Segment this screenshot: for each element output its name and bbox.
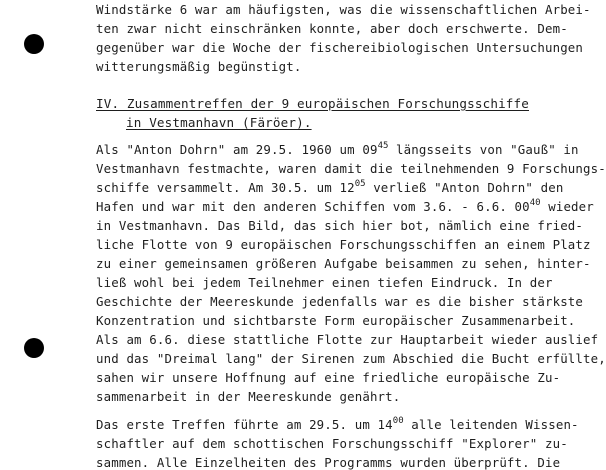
intro-line-4: witterungsmäßig begünstigt.	[96, 59, 302, 74]
p2-line-1	[96, 418, 579, 434]
p2-line-2: schaftler auf dem schottischen Forschungsschiff "Explorer" zu-	[96, 436, 568, 451]
p1-line-3-a: schiffe versammelt. Am 30.5. um 12	[96, 180, 355, 195]
p1-line-1-b: längsseits von "Gauß" in	[388, 142, 579, 157]
p1-line-3-sup: 05	[354, 179, 366, 189]
p1-line-1	[96, 143, 579, 159]
p2-line-3: sammen. Alle Einzelheiten des Programms wurden überprüft. Die	[96, 455, 561, 470]
p1-line-9: Geschichte der Meereskunde jedenfalls war es die bisher stärkste	[96, 294, 584, 309]
p1-line-3	[96, 181, 563, 197]
p1-line-14: sammenarbeit in der Meereskunde genährt.	[96, 389, 401, 404]
p1-line-4-a: Hafen und war mit den anderen Schiffen vom 3.6. - 6.6. 00	[96, 199, 530, 214]
p1-line-5: in Vestmanhavn. Das Bild, das sich hier bot, nämlich eine fried-	[96, 218, 584, 233]
intro-line-1: Windstärke 6 war am häufigsten, was die wissenschaftlichen Arbei-	[96, 2, 591, 17]
p1-line-13: sahen wir unsere Hoffnung auf eine friedliche europäische Zu-	[96, 370, 561, 385]
p1-line-12: und das "Dreimal lang" der Sirenen zum Abschied die Bucht erfüllte,	[96, 351, 606, 366]
intro-line-2: ten zwar nicht einschränken konnte, aber doch erschwerte. Dem-	[96, 21, 568, 36]
p1-line-7: zu einer gemeinsamen größeren Aufgabe beisammen zu sehen, hinter-	[96, 256, 591, 271]
p1-line-3-b: verließ "Anton Dohrn" den	[365, 180, 564, 195]
punch-hole-top	[24, 34, 44, 54]
section-heading-line-1: IV. Zusammentreffen der 9 europäischen Forschungsschiffe	[96, 96, 529, 111]
p1-line-11: Als am 6.6. diese stattliche Flotte zur Hauptarbeit wieder auslief	[96, 332, 599, 347]
p1-line-1-a: Als "Anton Dohrn" am 29.5. 1960 um 09	[96, 142, 378, 157]
punch-hole-bottom	[24, 338, 44, 358]
p2-line-1-b: alle leitenden Wissen-	[403, 417, 579, 432]
p1-line-10: Konzentration und sichtbarste Form europäischer Zusammenarbeit.	[96, 313, 576, 328]
p2-line-1-sup: 00	[392, 416, 404, 426]
p1-line-1-sup: 45	[377, 141, 389, 151]
p1-line-4-b: wieder	[540, 199, 594, 214]
p1-line-6: liche Flotte von 9 europäischen Forschungsschiffen an einem Platz	[96, 237, 591, 252]
p1-line-4	[96, 200, 594, 216]
intro-line-3: gegenüber war die Woche der fischereibiologischen Untersuchungen	[96, 40, 584, 55]
p1-line-8: ließ wohl bei jedem Teilnehmer einen tiefen Eindruck. In der	[96, 275, 553, 290]
p1-line-4-sup: 40	[529, 198, 541, 208]
section-heading-line-2: in Vestmanhavn (Färöer).	[126, 115, 312, 130]
p1-line-2: Vestmanhavn festmachte, waren damit die teilnehmenden 9 Forschungs-	[96, 161, 606, 176]
p2-line-1-a: Das erste Treffen führte am 29.5. um 14	[96, 417, 393, 432]
